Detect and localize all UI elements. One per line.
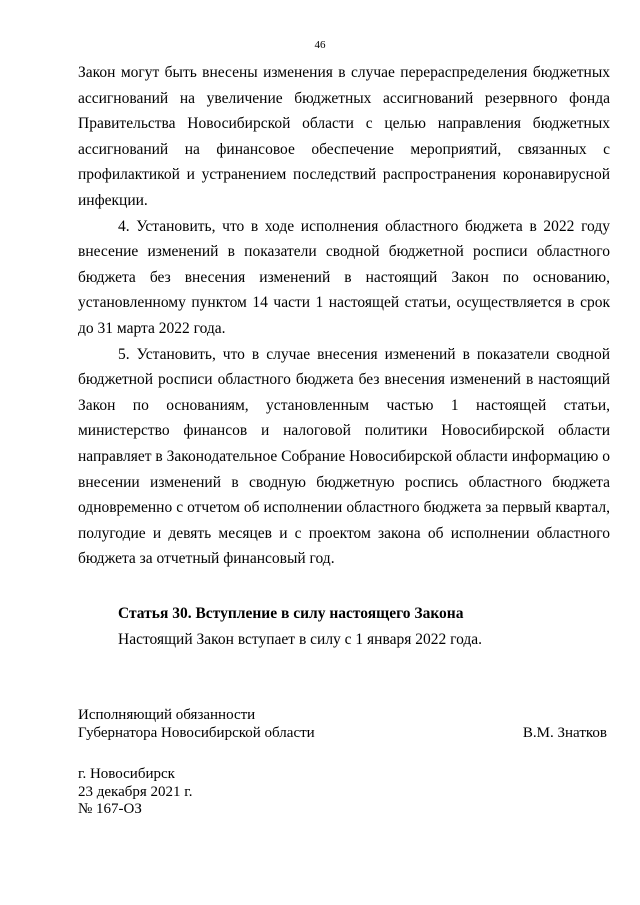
- signatory-name: В.М. Знатков: [522, 725, 607, 741]
- signature-row: [78, 724, 610, 742]
- date: 23 декабря 2021 г.: [78, 783, 193, 800]
- article-title: Статья 30. Вступление в силу настоящего Закона: [118, 605, 464, 622]
- article-30: [118, 601, 610, 652]
- signature-position-line1: Исполняющий обязанности: [78, 707, 256, 723]
- paragraph-continuation: Закон могут быть внесены изменения в случае перераспределения бюджетных ассигнований на увеличение бюджетных ассигнований резервного фонда Правительства Новосибирской области с целью направления бюджетных ассигнований на финансовое обеспечение мероприятий, связанных с профилактикой и устранением последствий распространения коронавирусной инфекции.: [78, 64, 610, 209]
- page-number: 46: [314, 39, 326, 51]
- paragraph-item-4: 4. Установить, что в ходе исполнения областного бюджета в 2022 году внесение изменений в показатели сводной бюджетной росписи областного бюджета без внесения изменений в настоящий Закон по основанию, установленному пунктом 14 части 1 настоящей статьи, осуществляется в срок до 31 марта 2022 года.: [78, 217, 610, 337]
- signature-position-line2: Губернатора Новосибирской области: [78, 725, 315, 741]
- body-text: [78, 60, 610, 572]
- place-date-block: [78, 766, 193, 819]
- signature-block: [78, 706, 610, 742]
- article-text: Настоящий Закон вступает в силу с 1 января 2022 года.: [118, 630, 483, 648]
- paragraph-item-5: 5. Установить, что в случае внесения изменений в показатели сводной бюджетной росписи областного бюджета без внесения изменений в настоящий Закон по основаниям, установленным частью 1 настоящей статьи, министерство финансов и налоговой политики Новосибирской области направляет в Законодательное Собрание Новосибирской области информацию о внесении изменений в сводную бюджетную роспись областного бюджета одновременно с отчетом об исполнении областного бюджета за первый квартал, полугодие и девять месяцев и с проектом закона об исполнении областного бюджета за отчетный финансовый год.: [78, 345, 610, 568]
- city: г. Новосибирск: [78, 766, 175, 782]
- law-number: № 167-ОЗ: [78, 801, 142, 817]
